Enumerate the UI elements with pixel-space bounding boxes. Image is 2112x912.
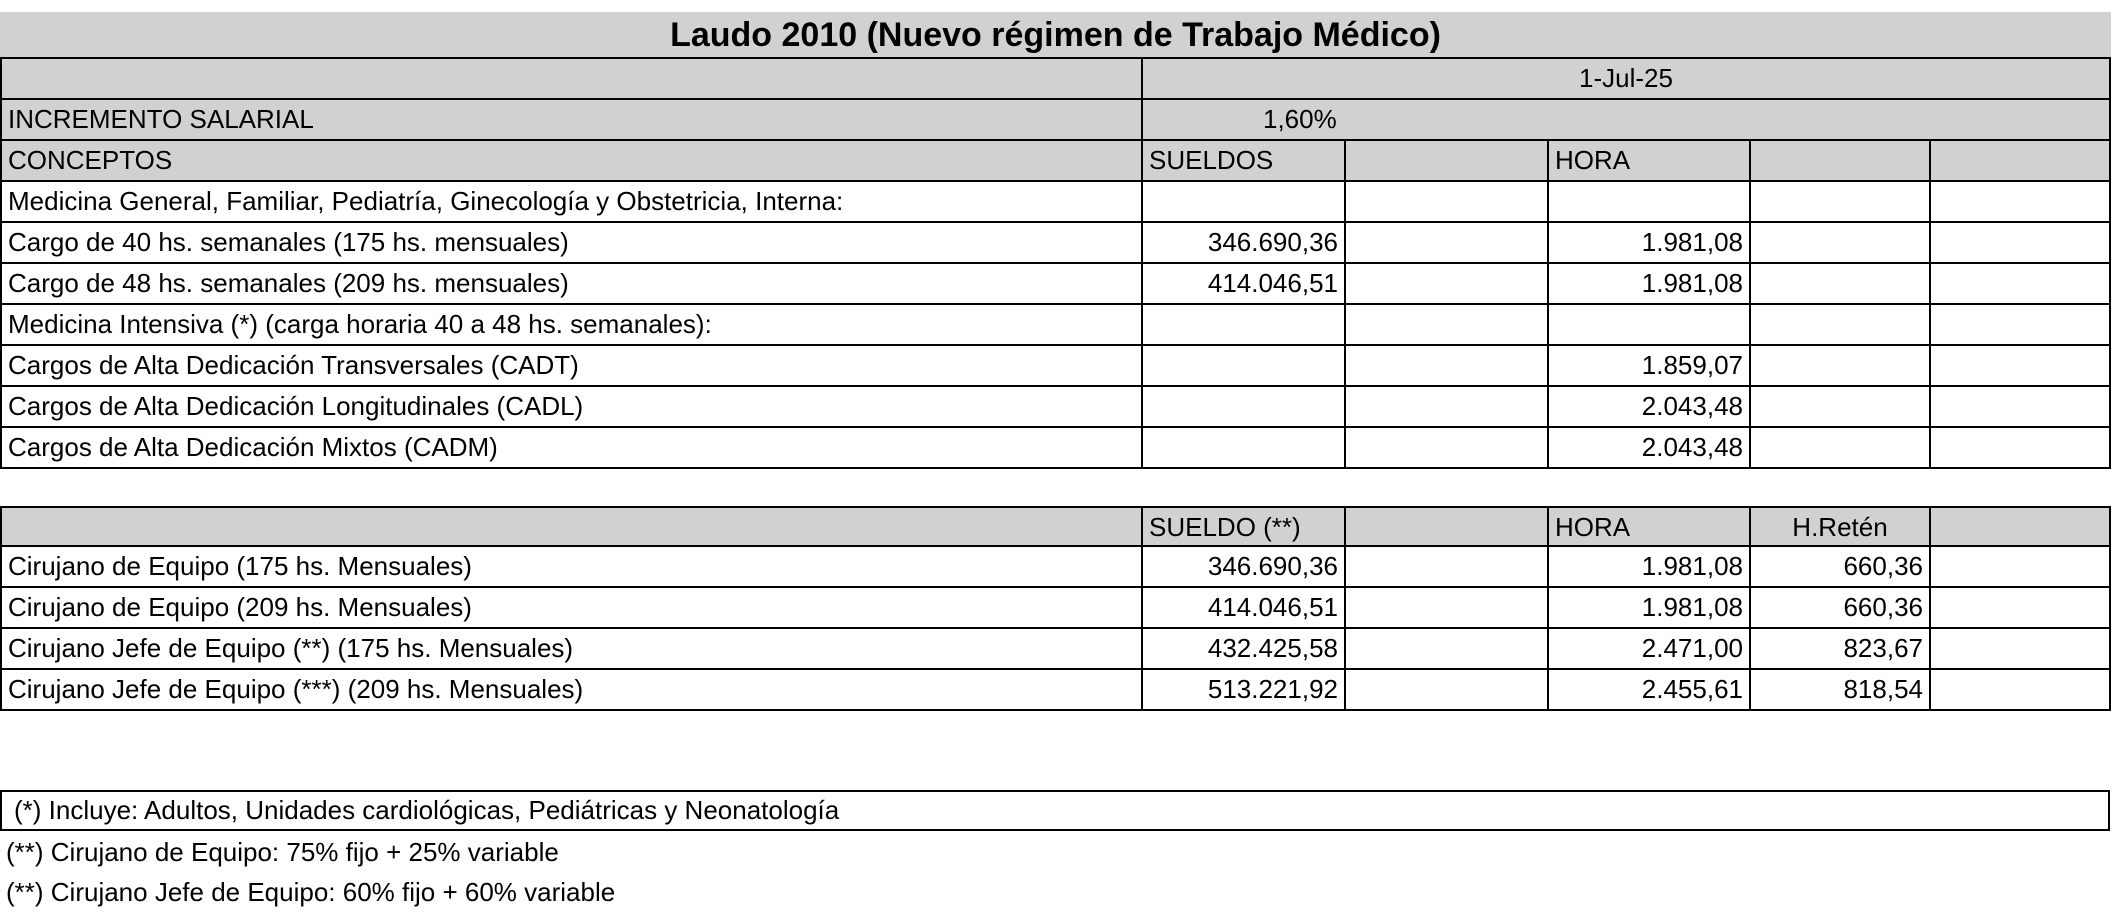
row-blank [1346,670,1549,711]
row-hora [1549,305,1751,346]
header-blank-3 [1346,506,1549,547]
row-blank [1346,182,1549,223]
row-sueldo [1143,305,1346,346]
row-blank [1931,264,2111,305]
table-row [0,670,2111,711]
row-sueldo: 432.425,58 [1143,629,1346,670]
table-row [0,346,2111,387]
table-row [0,629,2111,670]
row-blank [1931,223,2111,264]
row-blank [1751,387,1931,428]
row-concept: Cirujano de Equipo (175 hs. Mensuales) [0,547,1143,588]
increment-label: INCREMENTO SALARIAL [0,100,1143,141]
row-concept: Cargos de Alta Dedicación Mixtos (CADM) [0,428,1143,469]
row-hora: 1.981,08 [1549,588,1751,629]
row-blank [1346,305,1549,346]
row-blank [1346,547,1549,588]
row-hora: 1.981,08 [1549,547,1751,588]
increment-row [0,100,2111,141]
table-row [0,305,2111,346]
row-blank [1346,346,1549,387]
header-conceptos: CONCEPTOS [0,141,1143,182]
row-sueldo [1143,346,1346,387]
row-sueldo [1143,182,1346,223]
row-blank [1931,588,2111,629]
row-sueldo: 414.046,51 [1143,588,1346,629]
row-blank [1931,346,2111,387]
header-sueldo: SUELDO (**) [1143,506,1346,547]
row-hora: 1.981,08 [1549,264,1751,305]
row-concept: Cirujano Jefe de Equipo (**) (175 hs. Mensuales) [0,629,1143,670]
row-blank [1346,428,1549,469]
date-header-row [0,59,2111,100]
row-hora: 1.981,08 [1549,223,1751,264]
row-blank [1931,305,2111,346]
header-hora: HORA [1549,141,1751,182]
row-blank [1931,629,2111,670]
row-concept: Cargo de 40 hs. semanales (175 hs. mensuales) [0,223,1143,264]
header-blank-concept [0,506,1143,547]
row-reten: 660,36 [1751,588,1931,629]
increment-value: 1,60% [1143,100,2111,141]
table2-header-row [0,506,2111,547]
row-sueldo: 346.690,36 [1143,547,1346,588]
row-hora: 2.455,61 [1549,670,1751,711]
row-concept: Medicina General, Familiar, Pediatría, Ginecología y Obstetricia, Interna: [0,182,1143,223]
row-concept: Cirujano Jefe de Equipo (***) (209 hs. Mensuales) [0,670,1143,711]
row-blank [1346,223,1549,264]
row-sueldo [1143,428,1346,469]
header-reten: H.Retén [1751,506,1931,547]
table-row [0,264,2111,305]
table1-header-row [0,141,2111,182]
table-row [0,588,2111,629]
header-blank-5 [1751,141,1931,182]
table-row [0,428,2111,469]
header-blank-6 [1931,141,2111,182]
row-blank [1931,670,2111,711]
footnote-intensiva: (*) Incluye: Adultos, Unidades cardiológicas, Pediátricas y Neonatología [0,790,2110,831]
row-sueldo: 513.221,92 [1143,670,1346,711]
header-blank-6 [1931,506,2111,547]
row-blank [1751,182,1931,223]
row-blank [1346,264,1549,305]
row-concept: Cargos de Alta Dedicación Transversales (CADT) [0,346,1143,387]
row-concept: Medicina Intensiva (*) (carga horaria 40 a 48 hs. semanales): [0,305,1143,346]
row-hora: 1.859,07 [1549,346,1751,387]
row-sueldo: 414.046,51 [1143,264,1346,305]
header-sueldos: SUELDOS [1143,141,1346,182]
row-concept: Cargo de 48 hs. semanales (209 hs. mensuales) [0,264,1143,305]
row-blank [1931,387,2111,428]
sheet-title: Laudo 2010 (Nuevo régimen de Trabajo Médico) [0,12,2111,59]
row-blank [1931,182,2111,223]
row-blank [1346,629,1549,670]
header-hora: HORA [1549,506,1751,547]
header-blank-3 [1346,141,1549,182]
footnote-cirujano-jefe: (**) Cirujano Jefe de Equipo: 60% fijo + 60% variable [6,877,616,907]
row-blank [1751,305,1931,346]
row-reten: 823,67 [1751,629,1931,670]
row-blank [1931,428,2111,469]
row-hora [1549,182,1751,223]
row-blank [1346,387,1549,428]
table-row [0,547,2111,588]
row-sueldo [1143,387,1346,428]
row-hora: 2.043,48 [1549,387,1751,428]
row-sueldo: 346.690,36 [1143,223,1346,264]
row-concept: Cargos de Alta Dedicación Longitudinales (CADL) [0,387,1143,428]
row-blank [1751,428,1931,469]
row-blank [1751,264,1931,305]
row-hora: 2.471,00 [1549,629,1751,670]
row-blank [1346,588,1549,629]
row-concept: Cirujano de Equipo (209 hs. Mensuales) [0,588,1143,629]
row-hora: 2.043,48 [1549,428,1751,469]
footnote-cirujano: (**) Cirujano de Equipo: 75% fijo + 25% variable [6,837,559,867]
table-row [0,387,2111,428]
row-blank [1751,223,1931,264]
row-reten: 818,54 [1751,670,1931,711]
date-header-blank-cell [0,59,1143,100]
table-row [0,223,2111,264]
row-blank [1931,547,2111,588]
date-header-cell: 1-Jul-25 [1143,59,2111,100]
row-blank [1751,346,1931,387]
row-reten: 660,36 [1751,547,1931,588]
table-row [0,182,2111,223]
